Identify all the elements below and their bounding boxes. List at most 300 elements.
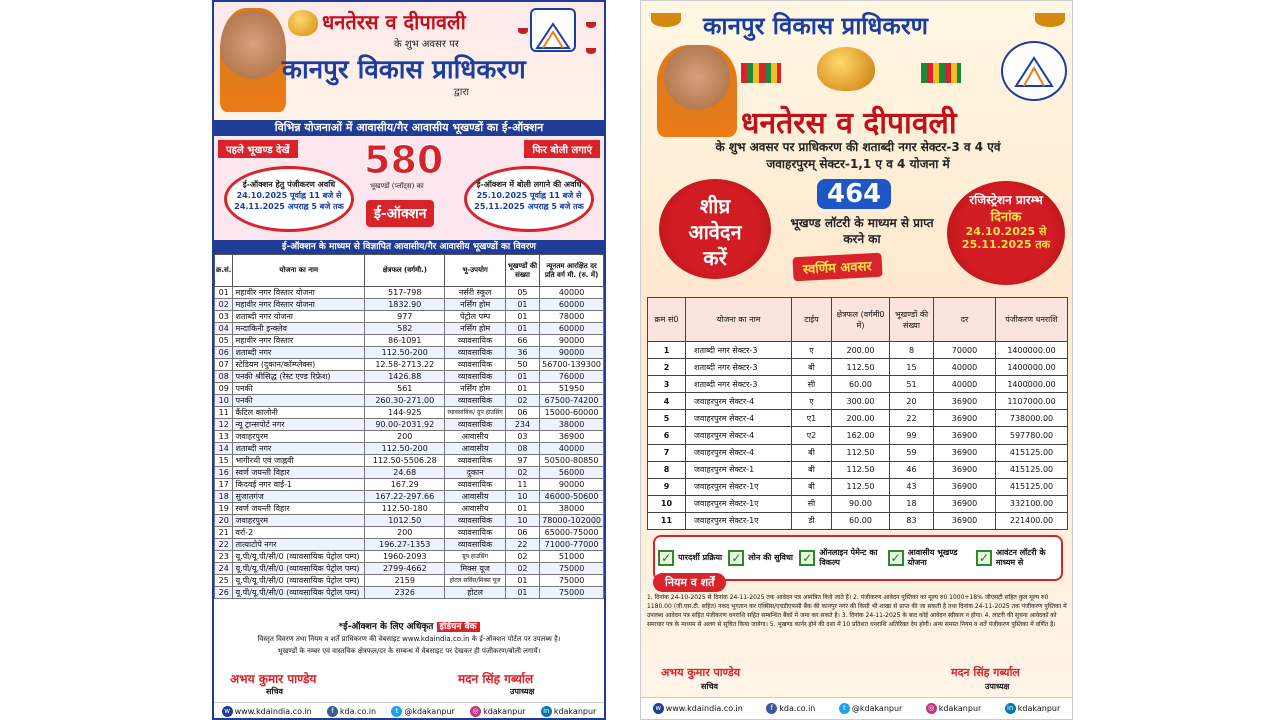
firecracker-icon [921,63,961,83]
table-cell: शताब्दी नगर [233,347,365,359]
table-cell: 01 [505,587,539,599]
table-cell: 51000 [540,551,604,563]
table-cell: किदवई नगर वाई-1 [233,479,365,491]
plots-table [214,254,604,599]
table-row [648,376,1068,393]
table-row [215,335,604,347]
table-cell: 01 [505,503,539,515]
table-cell: 90000 [540,347,604,359]
table-cell: 01 [505,575,539,587]
table-cell: बी [792,478,832,495]
table-cell: 97 [505,455,539,467]
table-cell: 90000 [540,479,604,491]
feature-label: लोन की सुविधा [748,553,793,562]
kda-logo [530,8,576,52]
table-cell: 46000-50600 [540,491,604,503]
table-cell: 59 [890,444,934,461]
table-row [648,359,1068,376]
table-cell: 415125.00 [996,478,1068,495]
table-cell: 1960-2093 [365,551,445,563]
table-cell: 60000 [540,299,604,311]
table-cell: 90000 [540,335,604,347]
table-row [648,342,1068,359]
table-cell: 12.58-2713.22 [365,359,445,371]
terms-heading: नियम व शर्तें [653,573,726,592]
table-cell: 02 [505,551,539,563]
table-cell: 09 [215,383,233,395]
left-header [214,2,604,120]
table-cell: 200.00 [832,342,890,359]
table-cell: व्यावसायिक [445,395,505,407]
table-cell: 40000 [540,443,604,455]
table-cell: 260.30-271.00 [365,395,445,407]
table-cell: 6 [648,427,686,444]
table-cell: 75000 [540,575,604,587]
festival-title: धनतेरस व दीपावली [322,10,466,34]
table-cell: 561 [365,383,445,395]
table-cell: 60.00 [832,512,890,529]
twitter-link[interactable] [839,703,903,714]
table-cell: सी [792,376,832,393]
table-cell: 112.50 [832,461,890,478]
table-cell: व्यावसायिक [445,539,505,551]
table-cell: शताब्दी नगर सेक्टर-3 [686,359,792,376]
linkedin-text: kdakanpur [553,707,597,716]
right-poster [640,0,1073,720]
table-cell: 75000 [540,587,604,599]
table-cell: 738000.00 [996,410,1068,427]
website-link[interactable] [653,703,743,714]
table-cell: 3 [648,376,686,393]
feature-item [976,548,1058,568]
table-cell: 36900 [934,478,996,495]
table-row [215,311,604,323]
table-cell: 597780.00 [996,427,1068,444]
linkedin-icon: in [541,706,552,717]
table-cell: 60.00 [832,376,890,393]
table-cell: बी [792,444,832,461]
table-cell: 06 [505,527,539,539]
table-cell: 36900 [540,431,604,443]
auction-banner: विभिन्न योजनाओं में आवासीय/गैर आवासीय भूखण्डों का ई-ऑक्शन [214,120,604,136]
table-cell: 05 [505,287,539,299]
table-header: टाईप [792,298,832,342]
feature-item [888,548,970,568]
table-cell: सी [792,495,832,512]
table-cell: व्यावसायिक [445,335,505,347]
table-cell: व्यावसायिक [445,347,505,359]
table-cell: 10 [648,495,686,512]
eauction-label: ई-ऑक्शन [366,200,434,227]
table-cell: 112.50-180 [365,503,445,515]
festival-title: धनतेरस व दीपावली [741,106,957,141]
table-row [215,551,604,563]
table-row [215,491,604,503]
secretary-title: सचिव [701,682,719,691]
table-cell: 10 [215,395,233,407]
bidding-oval [464,166,594,232]
table-cell: 24.68 [365,467,445,479]
plot-count: 464 [817,179,891,209]
table-row [215,563,604,575]
table-cell: 11 [648,512,686,529]
table-cell: 1107000.00 [996,393,1068,410]
diya-icon [586,48,596,54]
table-header: न्यूनतम आरक्षित दर प्रति वर्ग मी. (रु. में) [540,255,604,287]
table-cell: 51950 [540,383,604,395]
table-cell: 36900 [934,444,996,461]
table-cell: दुकान [445,467,505,479]
view-plots-pill: पहले भूखण्ड देखें [218,140,298,158]
table-cell: 50500-80850 [540,455,604,467]
table-row [215,431,604,443]
feature-item [658,550,722,566]
table-row [215,407,604,419]
table-cell: 36900 [934,427,996,444]
table-cell: 19 [215,503,233,515]
table-cell: 2326 [365,587,445,599]
table-cell: महावीर नगर विस्तार [233,335,365,347]
table-cell: 1400000.00 [996,376,1068,393]
table-cell: 13 [215,431,233,443]
table-cell: 38000 [540,419,604,431]
bank-name: इंडियन बैंक [437,622,480,632]
table-cell: 46 [890,461,934,478]
table-cell: 10 [505,515,539,527]
verify-note: भूखण्डों के नम्बर एवं वास्तविक क्षेत्रफल/दर के सम्बन्ध में वेबसाइट पर देखकर ही पंजीकरण/बोली लगायें। [277,647,541,655]
table-cell: 16 [215,467,233,479]
table-cell: 56000 [540,467,604,479]
table-cell: 234 [505,419,539,431]
table-cell: 18 [215,491,233,503]
table-row [215,539,604,551]
kalash-icon [288,10,318,36]
table-cell: 01 [505,299,539,311]
table-row [648,444,1068,461]
table-cell: 02 [215,299,233,311]
diya-icon [518,28,528,34]
table-row [215,395,604,407]
table-cell: 36900 [934,512,996,529]
table-cell: 112.50-200 [365,347,445,359]
diya-icon [651,13,681,27]
table-cell: 200 [365,527,445,539]
table-cell: 112.50-200 [365,443,445,455]
table-cell: 36 [505,347,539,359]
table-row [215,503,604,515]
facebook-link[interactable] [766,703,815,714]
table-cell: 50 [505,359,539,371]
table-cell: 01 [505,323,539,335]
table-cell: व्यावसायिक [445,527,505,539]
diya-icon [1035,13,1065,27]
registration-dates: 24.10.2025 से 25.11.2025 तक [961,225,1051,251]
table-cell: 38000 [540,503,604,515]
table-cell: नर्सरी स्कूल [445,287,505,299]
table-cell: भागीरथी एवं जाह्नवी [233,455,365,467]
feature-item [799,548,881,568]
table-cell: 15 [890,359,934,376]
table-cell: 05 [215,335,233,347]
table-cell: शताब्दी नगर सेक्टर-3 [686,376,792,393]
table-cell: 1400000.00 [996,359,1068,376]
details-banner: ई-ऑक्शन के माध्यम से विज्ञापित आवासीय/गैर आवासीय भूखण्डों का विवरण [214,240,604,254]
table-cell: व्यावसायिक [445,515,505,527]
authority-title: कानपुर विकास प्राधिकरण [282,55,526,85]
table-cell: जवाहरपुरम सेक्टर-4 [686,427,792,444]
table-cell: 196.27-1353 [365,539,445,551]
table-cell: 70000 [934,342,996,359]
table-cell: 90.00-2031.92 [365,419,445,431]
table-cell: 07 [215,359,233,371]
table-cell: 86-1091 [365,335,445,347]
facebook-link[interactable] [327,706,376,717]
secretary-title: सचिव [266,687,284,696]
table-row [215,479,604,491]
table-row [215,299,604,311]
vc-title: उपाध्यक्ष [510,687,535,696]
table-cell: महावीर नगर विस्तार योजना [233,299,365,311]
table-cell: 415125.00 [996,444,1068,461]
instagram-icon: ◎ [926,703,937,714]
table-cell: 11 [215,407,233,419]
facebook-text: kda.co.in [339,707,377,716]
table-row [215,347,604,359]
table-cell: 15 [215,455,233,467]
table-cell: 22 [215,539,233,551]
occasion-text: के शुभ अवसर पर [394,39,459,50]
table-cell: आवासीय [445,443,505,455]
table-cell: 25 [215,575,233,587]
table-cell: सुजातगंज [233,491,365,503]
table-cell: 06 [505,407,539,419]
table-cell: शताब्दी नगर [233,443,365,455]
registration-title: ई-ऑक्शन हेतु पंजीकरण अवधि [242,180,336,189]
table-cell: 18 [890,495,934,512]
table-cell: 66 [505,335,539,347]
table-cell: स्वर्ण जयन्ती विहार [233,467,365,479]
authority-title: कानपुर विकास प्राधिकरण [703,12,929,40]
table-header: योजना का नाम [233,255,365,287]
table-cell: ए [792,342,832,359]
table-cell: व्यावसायिक [445,371,505,383]
linkedin-link[interactable] [1005,703,1061,714]
table-header: योजना का नाम [686,298,792,342]
table-cell: 67500-74200 [540,395,604,407]
table-cell: 221400.00 [996,512,1068,529]
table-cell: 43 [890,478,934,495]
table-cell: 162.00 [832,427,890,444]
lottery-table [647,297,1068,530]
table-cell: कैंटिल कालोनी [233,407,365,419]
kalash-icon [817,47,875,91]
table-cell: 03 [505,431,539,443]
twitter-link[interactable] [391,706,455,717]
table-row [648,393,1068,410]
table-cell: पेट्रोल पम्प [445,311,505,323]
table-cell: 36900 [934,495,996,512]
table-cell: 977 [365,311,445,323]
website-text: www.kdaindia.co.in [665,704,743,713]
table-row [215,575,604,587]
table-cell: 332100.00 [996,495,1068,512]
table-cell: 20 [215,515,233,527]
table-header: क्षेत्रफल (वर्गमी0 में) [832,298,890,342]
golden-opportunity: स्वर्णिम अवसर [792,253,882,282]
plot-count: 580 [364,138,444,182]
table-cell: 15000-60000 [540,407,604,419]
table-header: भू-उपयोग [445,255,505,287]
table-header: क्रम सं0 [648,298,686,342]
table-cell: होटल सर्विस/मिक्स यूज [445,575,505,587]
linkedin-link[interactable] [541,706,597,717]
by-text: द्वारा [454,87,470,98]
table-cell: 75000 [540,563,604,575]
feature-label: आवंटन लॉटरी के माध्यम से [995,548,1046,567]
instagram-icon: ◎ [470,706,481,717]
registration-label: दिनांक [990,210,1022,225]
table-cell: जवाहरपुरम [233,431,365,443]
table-cell: 78000 [540,311,604,323]
checkmark-icon: ✓ [658,550,674,566]
table-cell: 36900 [934,410,996,427]
facebook-icon: f [766,703,777,714]
table-cell: 08 [215,371,233,383]
table-cell: महावीर नगर विस्तार योजना [233,287,365,299]
facebook-icon: f [327,706,338,717]
table-cell: जवाहरपुरम सेक्टर-4 [686,393,792,410]
table-row [648,461,1068,478]
table-row [215,515,604,527]
table-cell: पनकी श्रीसिद्ध (रेस्ट एण्ड रिफ्रेश) [233,371,365,383]
checkmark-icon: ✓ [976,550,992,566]
table-cell: पनकी [233,383,365,395]
table-cell: स्वर्ण जयन्ती विहार [233,503,365,515]
social-links [214,702,604,720]
table-cell: 36900 [934,461,996,478]
table-cell: 144-925 [365,407,445,419]
table-header: पंजीकरण धनराशि [996,298,1068,342]
social-links [641,697,1072,719]
table-cell: 02 [505,395,539,407]
bidding-title: ई-ऑक्शन में बोली लगाने की अवधि [476,180,582,189]
table-cell: 112.50 [832,478,890,495]
registration-oval [224,166,354,232]
table-cell: व्यावसायिक [445,479,505,491]
auction-highlight [214,136,604,240]
table-cell: 01 [505,311,539,323]
occasion-text [653,139,1063,173]
table-cell: ए1 [792,410,832,427]
globe-icon: w [653,703,664,714]
table-cell: जवाहरपुरम सेक्टर-1ए [686,495,792,512]
registration-badge [947,181,1065,285]
table-cell: यू.पी/यू.पी/सी/0 (व्यावसायिक पेट्रोल पम्प) [233,563,365,575]
table-cell: 02 [505,467,539,479]
table-cell: 71000-77000 [540,539,604,551]
table-cell: नर्सिंग होम [445,323,505,335]
table-cell: 60000 [540,323,604,335]
table-row [648,410,1068,427]
table-cell: होटल [445,587,505,599]
table-cell: ए2 [792,427,832,444]
table-cell: 04 [215,323,233,335]
table-cell: 1400000.00 [996,342,1068,359]
website-link[interactable] [222,706,312,717]
table-cell: 51 [890,376,934,393]
table-row [648,478,1068,495]
table-cell: व्यावसायिक [445,359,505,371]
globe-icon: w [222,706,233,717]
vc-title: उपाध्यक्ष [985,682,1010,691]
table-row [648,512,1068,529]
table-cell: 40000 [934,376,996,393]
table-cell: बी [792,461,832,478]
table-cell: 200.00 [832,410,890,427]
portrait-image [657,45,737,137]
table-cell: 1 [648,342,686,359]
checkmark-icon: ✓ [799,550,815,566]
table-cell: 08 [505,443,539,455]
table-row [648,427,1068,444]
table-cell: व्यावसायिक/ ग्रुप हाउसिंग [445,407,505,419]
table-cell: डी [792,512,832,529]
table-header: दर [934,298,996,342]
left-footer [214,616,604,720]
table-cell: 40000 [934,359,996,376]
table-cell: 8 [648,461,686,478]
table-cell: 20 [890,393,934,410]
table-cell: 40000 [540,287,604,299]
table-cell: 1832.90 [365,299,445,311]
vc-name: मदन सिंह गर्ब्याल [458,672,534,686]
bidding-dates: 25.10.2025 पूर्वाह्न 11 बजे से 25.11.2025 अपराह्न 5 बजे तक [474,191,584,211]
table-cell: 90.00 [832,495,890,512]
instagram-link[interactable] [470,706,526,717]
table-row [215,587,604,599]
table-cell: नर्सिंग होम [445,383,505,395]
table-cell: 12 [215,419,233,431]
diya-icon [586,22,596,28]
table-cell: 23 [215,551,233,563]
instagram-link[interactable] [926,703,982,714]
feature-label: ऑनलाइन पेमेन्ट का विकल्प [819,548,878,567]
table-header: भूखण्डों की संख्या [505,255,539,287]
table-header: क्षेत्रफल (वर्गमी.) [365,255,445,287]
table-cell: ए [792,393,832,410]
table-cell: मिक्स यूज [445,563,505,575]
table-cell: 02 [505,563,539,575]
twitter-icon: t [839,703,850,714]
table-cell: व्यावसायिक [445,419,505,431]
feature-item [728,550,793,566]
bank-line-text: *ई-ऑक्शन के लिए अधिकृत [338,622,434,632]
table-header: क्र.सं. [215,255,233,287]
twitter-icon: t [391,706,402,717]
table-cell: 83 [890,512,934,529]
table-cell: 112.50 [832,359,890,376]
table-cell: 14 [215,443,233,455]
table-cell: 06 [215,347,233,359]
table-cell: 415125.00 [996,461,1068,478]
occasion-line-2: जवाहरपुरम् सेक्टर-1,1 ए व 4 योजना में [766,157,950,171]
lottery-text: भूखण्ड लॉटरी के माध्यम से प्राप्त करने का [790,216,934,246]
checkmark-icon: ✓ [888,550,904,566]
firecracker-icon [741,63,781,83]
table-cell: बी [792,359,832,376]
table-cell: 112.50 [832,444,890,461]
table-cell: 65000-75000 [540,527,604,539]
